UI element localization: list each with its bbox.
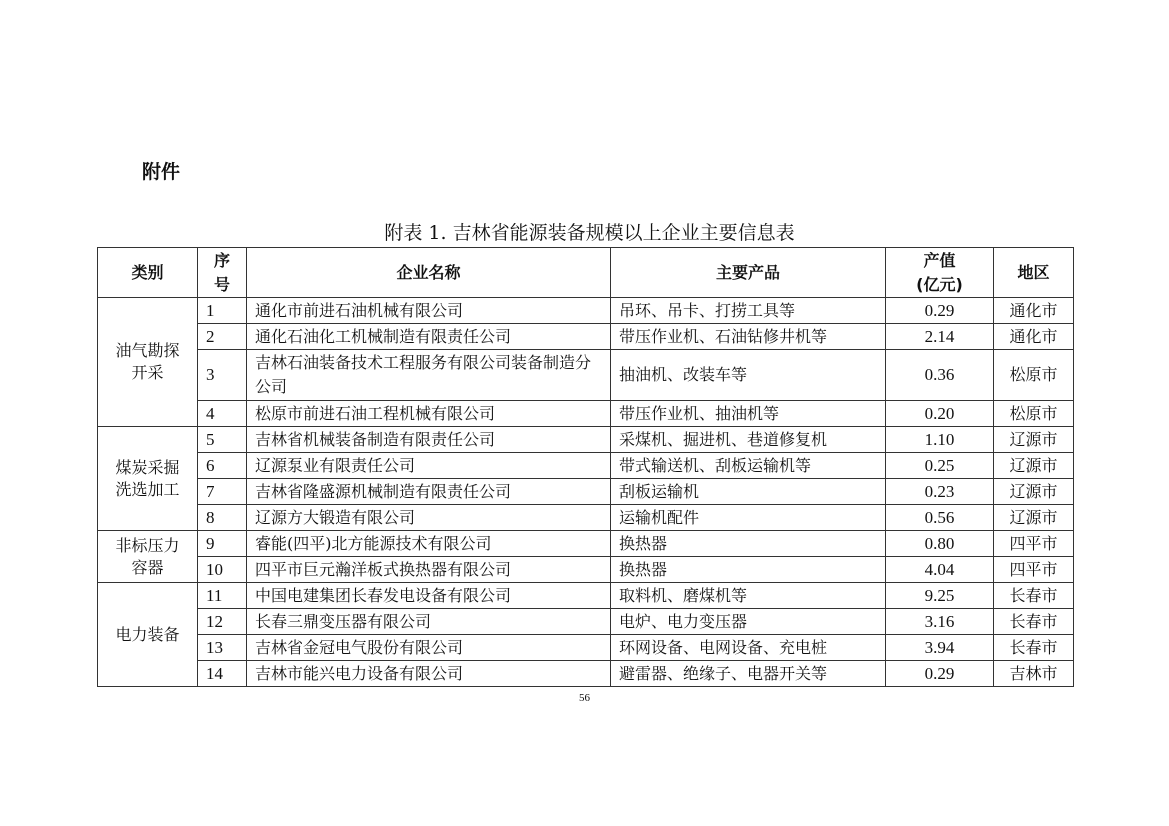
company-cell: 吉林省机械装备制造有限责任公司 [247,427,611,453]
company-cell: 四平市巨元瀚洋板式换热器有限公司 [247,557,611,583]
value-cell: 3.16 [886,609,994,635]
company-cell: 通化石油化工机械制造有限责任公司 [247,324,611,350]
products-cell: 环网设备、电网设备、充电桩 [611,635,886,661]
region-cell: 辽源市 [994,427,1074,453]
table-row [98,453,1074,479]
header-index: 序 号 [198,248,247,298]
category-cell: 油气勘探 开采 [98,298,198,427]
products-cell: 电炉、电力变压器 [611,609,886,635]
company-cell: 吉林省金冠电气股份有限公司 [247,635,611,661]
products-cell: 刮板运输机 [611,479,886,505]
region-cell: 通化市 [994,324,1074,350]
table-row [98,531,1074,557]
index-cell: 5 [198,427,247,453]
value-cell: 9.25 [886,583,994,609]
table-row [98,635,1074,661]
value-cell: 0.29 [886,661,994,687]
index-cell: 8 [198,505,247,531]
header-region: 地区 [994,248,1074,298]
index-cell: 13 [198,635,247,661]
index-cell: 7 [198,479,247,505]
value-cell: 3.94 [886,635,994,661]
header-row [98,248,1074,298]
products-cell: 带式输送机、刮板运输机等 [611,453,886,479]
table-title: 附表 1. 吉林省能源装备规模以上企业主要信息表 [384,222,795,244]
region-cell: 辽源市 [994,505,1074,531]
value-cell: 0.29 [886,298,994,324]
index-cell: 14 [198,661,247,687]
products-cell: 换热器 [611,557,886,583]
products-cell: 吊环、吊卡、打捞工具等 [611,298,886,324]
table-row [98,427,1074,453]
index-cell: 4 [198,401,247,427]
company-cell: 吉林石油装备技术工程服务有限公司装备制造分公司 [247,350,611,401]
page-number: 56 [579,692,590,704]
products-cell: 换热器 [611,531,886,557]
region-cell: 吉林市 [994,661,1074,687]
region-cell: 松原市 [994,350,1074,401]
company-cell: 吉林省隆盛源机械制造有限责任公司 [247,479,611,505]
products-cell: 取料机、磨煤机等 [611,583,886,609]
value-cell: 4.04 [886,557,994,583]
region-cell: 长春市 [994,635,1074,661]
header-company: 企业名称 [247,248,611,298]
index-cell: 2 [198,324,247,350]
company-cell: 长春三鼎变压器有限公司 [247,609,611,635]
header-products: 主要产品 [611,248,886,298]
region-cell: 辽源市 [994,453,1074,479]
category-cell: 煤炭采掘 洗选加工 [98,427,198,531]
category-cell: 非标压力 容器 [98,531,198,583]
table-row [98,324,1074,350]
enterprise-table [97,247,1074,687]
products-cell: 运输机配件 [611,505,886,531]
index-cell: 1 [198,298,247,324]
company-cell: 松原市前进石油工程机械有限公司 [247,401,611,427]
table-row [98,350,1074,401]
index-cell: 9 [198,531,247,557]
company-cell: 睿能(四平)北方能源技术有限公司 [247,531,611,557]
table-row [98,298,1074,324]
region-cell: 辽源市 [994,479,1074,505]
index-cell: 6 [198,453,247,479]
value-cell: 1.10 [886,427,994,453]
products-cell: 带压作业机、石油钻修井机等 [611,324,886,350]
index-cell: 12 [198,609,247,635]
region-cell: 长春市 [994,609,1074,635]
value-cell: 0.25 [886,453,994,479]
header-category: 类别 [98,248,198,298]
products-cell: 避雷器、绝缘子、电器开关等 [611,661,886,687]
company-cell: 中国电建集团长春发电设备有限公司 [247,583,611,609]
region-cell: 松原市 [994,401,1074,427]
table-row [98,401,1074,427]
index-cell: 11 [198,583,247,609]
value-cell: 0.23 [886,479,994,505]
company-cell: 辽源方大锻造有限公司 [247,505,611,531]
table-row [98,479,1074,505]
region-cell: 四平市 [994,557,1074,583]
value-cell: 2.14 [886,324,994,350]
value-cell: 0.36 [886,350,994,401]
region-cell: 长春市 [994,583,1074,609]
index-cell: 10 [198,557,247,583]
header-value: 产值 (亿元) [886,248,994,298]
value-cell: 0.20 [886,401,994,427]
table-row [98,609,1074,635]
table-row [98,583,1074,609]
table-row [98,661,1074,687]
products-cell: 抽油机、改装车等 [611,350,886,401]
products-cell: 带压作业机、抽油机等 [611,401,886,427]
table-row [98,505,1074,531]
company-cell: 吉林市能兴电力设备有限公司 [247,661,611,687]
region-cell: 四平市 [994,531,1074,557]
value-cell: 0.80 [886,531,994,557]
region-cell: 通化市 [994,298,1074,324]
attachment-label: 附件 [142,161,181,183]
company-cell: 通化市前进石油机械有限公司 [247,298,611,324]
products-cell: 采煤机、掘进机、巷道修复机 [611,427,886,453]
category-cell: 电力装备 [98,583,198,687]
value-cell: 0.56 [886,505,994,531]
table-row [98,557,1074,583]
index-cell: 3 [198,350,247,401]
company-cell: 辽源泵业有限责任公司 [247,453,611,479]
